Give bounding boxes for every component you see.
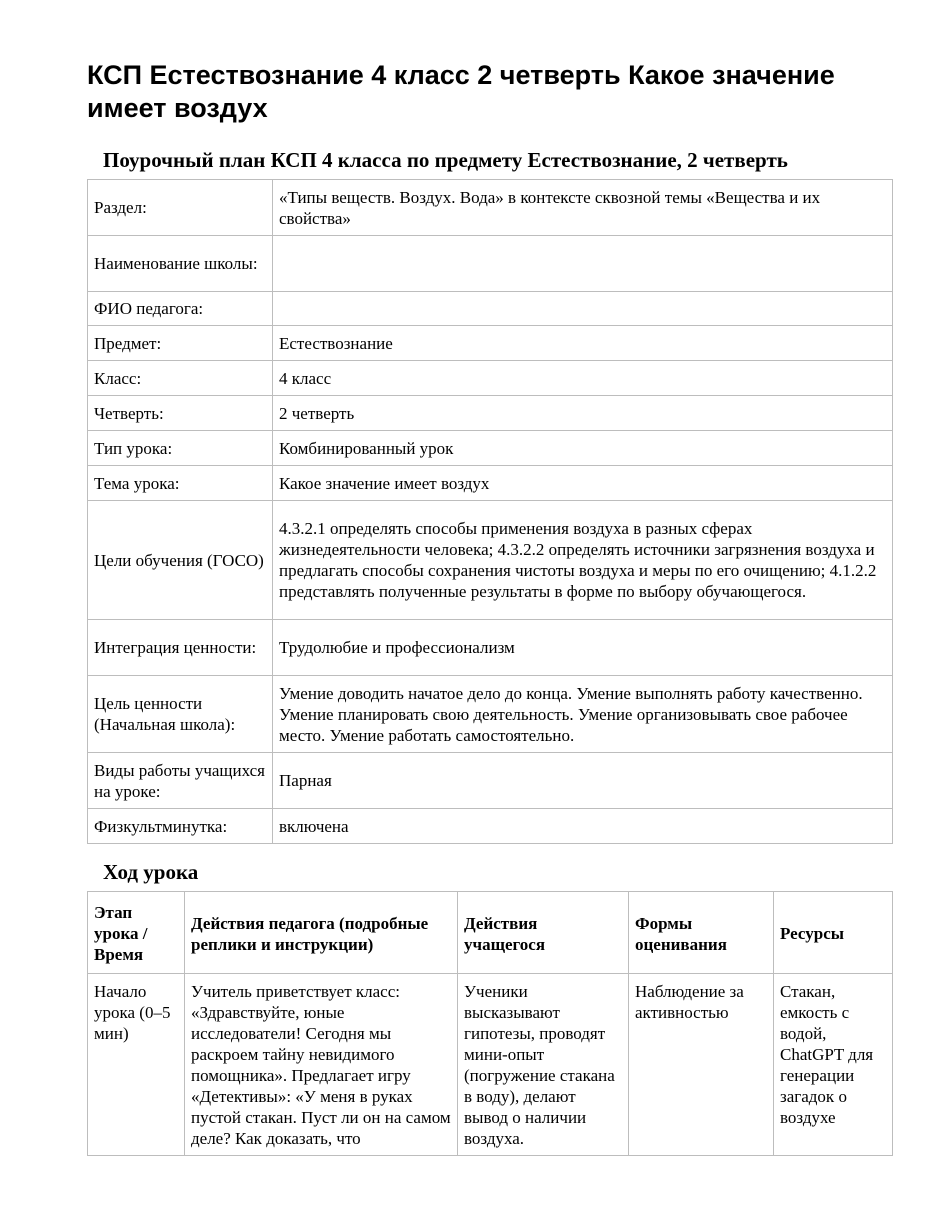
cell-resources: Стакан, емкость с водой, ChatGPT для генерации загадок о воздухе bbox=[774, 974, 893, 1156]
info-row bbox=[88, 676, 893, 753]
info-row bbox=[88, 396, 893, 431]
header-resources: Ресурсы bbox=[774, 892, 893, 974]
info-label: Класс: bbox=[88, 361, 273, 396]
info-row bbox=[88, 753, 893, 809]
info-row bbox=[88, 180, 893, 236]
info-row bbox=[88, 236, 893, 292]
info-value: 4 класс bbox=[273, 361, 893, 396]
info-label: Тема урока: bbox=[88, 466, 273, 501]
info-value: Комбинированный урок bbox=[273, 431, 893, 466]
info-value: 2 четверть bbox=[273, 396, 893, 431]
info-label: Наименование школы: bbox=[88, 236, 273, 292]
page-title: КСП Естествознание 4 класс 2 четверть Какое значение имеет воздух bbox=[87, 60, 835, 123]
header-teacher-actions: Действия педагога (подробные реплики и инструкции) bbox=[185, 892, 458, 974]
info-row bbox=[88, 466, 893, 501]
lesson-table bbox=[87, 891, 893, 1156]
info-table bbox=[87, 179, 893, 844]
info-value: включена bbox=[273, 809, 893, 844]
header-stage: Этап урока / Время bbox=[88, 892, 185, 974]
cell-student-actions: Ученики высказывают гипотезы, проводят мини-опыт (погружение стакана в воду), делают вывод о наличии воздуха. bbox=[458, 974, 629, 1156]
info-row bbox=[88, 326, 893, 361]
info-value: Естествознание bbox=[273, 326, 893, 361]
info-row bbox=[88, 620, 893, 676]
info-label: Четверть: bbox=[88, 396, 273, 431]
lesson-header-row bbox=[88, 892, 893, 974]
cell-assessment: Наблюдение за активностью bbox=[629, 974, 774, 1156]
info-value bbox=[273, 292, 893, 326]
cell-teacher-actions: Учитель приветствует класс: «Здравствуйте, юные исследователи! Сегодня мы раскроем тайну невидимого помощника». Предлагает игру «Детективы»: «У меня в руках пустой стакан. Пуст ли он на самом деле? Как доказать, что bbox=[185, 974, 458, 1156]
info-label: Цель ценности (Начальная школа): bbox=[88, 676, 273, 753]
info-label: Физкультминутка: bbox=[88, 809, 273, 844]
lesson-row bbox=[88, 974, 893, 1156]
lesson-heading: Ход урока bbox=[103, 860, 199, 884]
info-value: Трудолюбие и профессионализм bbox=[273, 620, 893, 676]
info-label: Предмет: bbox=[88, 326, 273, 361]
header-assessment: Формы оценивания bbox=[629, 892, 774, 974]
info-label: Интеграция ценности: bbox=[88, 620, 273, 676]
info-row bbox=[88, 431, 893, 466]
info-row bbox=[88, 292, 893, 326]
info-label: Виды работы учащихся на уроке: bbox=[88, 753, 273, 809]
plan-heading: Поурочный план КСП 4 класса по предмету Естествознание, 2 четверть bbox=[103, 148, 788, 172]
cell-stage: Начало урока (0–5 мин) bbox=[88, 974, 185, 1156]
info-label: Тип урока: bbox=[88, 431, 273, 466]
info-value: Какое значение имеет воздух bbox=[273, 466, 893, 501]
info-value: «Типы веществ. Воздух. Вода» в контексте сквозной темы «Вещества и их свойства» bbox=[273, 180, 893, 236]
info-row bbox=[88, 809, 893, 844]
info-label: Раздел: bbox=[88, 180, 273, 236]
info-row bbox=[88, 361, 893, 396]
info-label: ФИО педагога: bbox=[88, 292, 273, 326]
info-row bbox=[88, 501, 893, 620]
header-student-actions: Действия учащегося bbox=[458, 892, 629, 974]
info-label: Цели обучения (ГОСО) bbox=[88, 501, 273, 620]
info-value bbox=[273, 236, 893, 292]
info-value: Умение доводить начатое дело до конца. Умение выполнять работу качественно. Умение планировать свою деятельность. Умение организовывать свое рабочее место. Умение работать самостоятельно. bbox=[273, 676, 893, 753]
info-value: Парная bbox=[273, 753, 893, 809]
info-value: 4.3.2.1 определять способы применения воздуха в разных сферах жизнедеятельности человека; 4.3.2.2 определять источники загрязнения воздуха и предлагать способы сохранения чистоты воздуха и меры по его очищению; 4.1.2.2 представлять полученные результаты в форме по выбору обучающегося. bbox=[273, 501, 893, 620]
